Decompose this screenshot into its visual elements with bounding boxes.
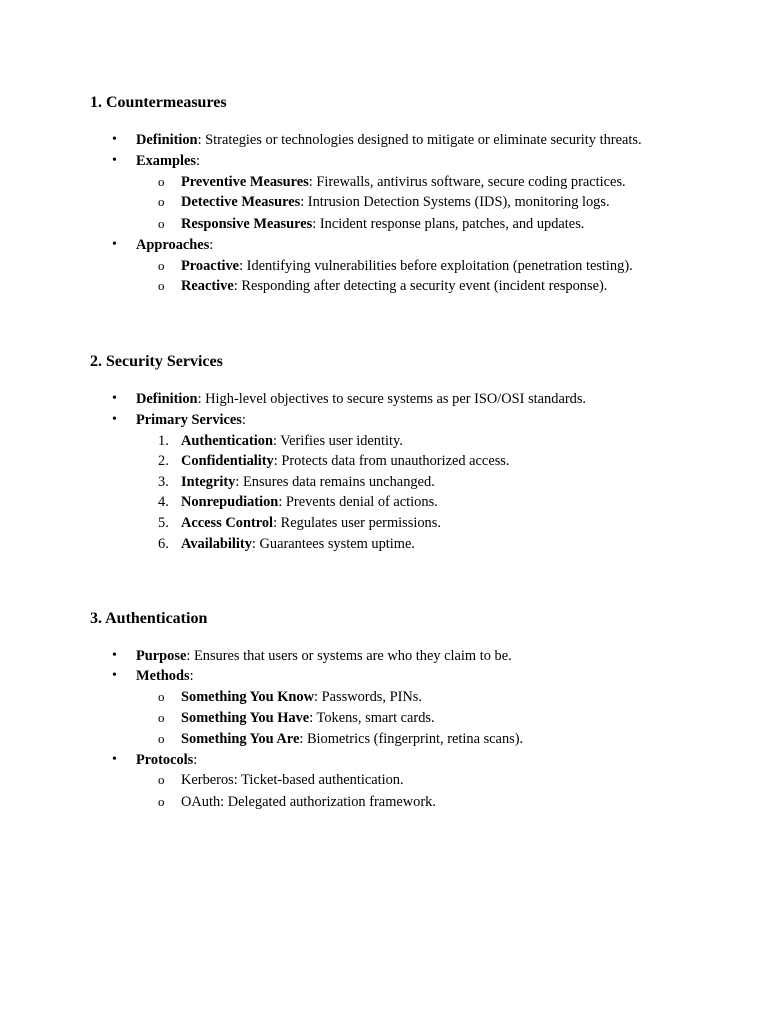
item-text: : Guarantees system uptime. [251, 536, 415, 552]
list-item [181, 792, 436, 812]
item-text: : [195, 153, 200, 169]
item-term: Definition [136, 391, 198, 407]
bullet-marker: • [112, 752, 117, 767]
item-text: : Regulates user permissions. [273, 515, 441, 531]
number-marker: 3. [158, 474, 169, 490]
list-item [136, 750, 197, 770]
item-term: Detective Measures [181, 194, 301, 210]
item-text: : [193, 752, 198, 768]
list-item [136, 410, 246, 430]
list-item [181, 534, 415, 554]
item-term: Definition [136, 132, 198, 148]
item-text: Kerberos: Ticket-based authentication. [181, 772, 404, 788]
item-term: Access Control [181, 515, 274, 531]
list-item [181, 708, 435, 728]
sub-bullet-marker: o [158, 772, 165, 787]
list-item [136, 666, 194, 686]
item-term: Purpose [136, 648, 187, 664]
list-item [181, 276, 607, 296]
sub-bullet-marker: o [158, 710, 165, 725]
list-item [181, 192, 610, 212]
list-item [181, 472, 435, 492]
bullet-marker: • [112, 391, 117, 406]
item-text: : Identifying vulnerabilities before exploitation (penetration testing). [239, 258, 633, 274]
item-text: : [241, 412, 246, 428]
item-term: Examples [136, 153, 196, 169]
item-term: Methods [136, 668, 190, 684]
item-text: : Responding after detecting a security event (incident response). [233, 278, 608, 294]
section-heading-security-services: 2. Security Services [90, 353, 223, 370]
bullet-marker: • [112, 648, 117, 663]
item-text: : Biometrics (fingerprint, retina scans). [299, 731, 524, 747]
list-item [181, 770, 404, 790]
sub-bullet-marker: o [158, 794, 165, 809]
list-item [181, 256, 633, 276]
item-term: Something You Have [181, 710, 310, 726]
item-term: Authentication [181, 433, 273, 449]
item-text: : [209, 237, 214, 253]
list-item [181, 431, 403, 451]
item-term: Approaches [136, 237, 210, 253]
item-text: : Strategies or technologies designed to mitigate or eliminate security threats. [197, 132, 642, 148]
list-item [136, 235, 213, 255]
list-item [181, 729, 523, 749]
bullet-marker: • [112, 412, 117, 427]
list-item [136, 130, 642, 150]
list-item [181, 492, 438, 512]
item-term: Something You Know [181, 689, 315, 705]
item-text: : [189, 668, 194, 684]
list-item [136, 151, 200, 171]
item-term: Nonrepudiation [181, 494, 279, 510]
list-item [181, 513, 441, 533]
item-term: Preventive Measures [181, 174, 309, 190]
list-item [181, 451, 510, 471]
item-term: Proactive [181, 258, 240, 274]
item-text: : Protects data from unauthorized access. [273, 453, 510, 469]
item-term: Something You Are [181, 731, 300, 747]
sub-bullet-marker: o [158, 258, 165, 273]
item-text: : Tokens, smart cards. [309, 710, 435, 726]
bullet-marker: • [112, 153, 117, 168]
item-term: Protocols [136, 752, 194, 768]
item-text: OAuth: Delegated authorization framework. [181, 794, 436, 810]
sub-bullet-marker: o [158, 278, 165, 293]
item-text: : Incident response plans, patches, and updates. [312, 216, 585, 232]
number-marker: 4. [158, 494, 169, 510]
item-text: : Ensures data remains unchanged. [235, 474, 435, 490]
number-marker: 2. [158, 453, 169, 469]
sub-bullet-marker: o [158, 689, 165, 704]
list-item [136, 646, 512, 666]
item-text: : Firewalls, antivirus software, secure coding practices. [308, 174, 626, 190]
item-term: Primary Services [136, 412, 242, 428]
list-item [181, 172, 626, 192]
item-term: Integrity [181, 474, 236, 490]
list-item [181, 214, 584, 234]
list-item [181, 687, 422, 707]
item-text: : Prevents denial of actions. [278, 494, 438, 510]
item-term: Reactive [181, 278, 234, 294]
bullet-marker: • [112, 668, 117, 683]
sub-bullet-marker: o [158, 731, 165, 746]
section-heading-authentication: 3. Authentication [90, 610, 208, 627]
list-item [136, 389, 586, 409]
number-marker: 6. [158, 536, 169, 552]
item-text: : Verifies user identity. [272, 433, 403, 449]
item-term: Responsive Measures [181, 216, 313, 232]
item-term: Confidentiality [181, 453, 274, 469]
item-text: : Ensures that users or systems are who they claim to be. [186, 648, 512, 664]
item-text: : High-level objectives to secure systems as per ISO/OSI standards. [197, 391, 587, 407]
item-text: : Passwords, PINs. [314, 689, 422, 705]
number-marker: 1. [158, 433, 169, 449]
sub-bullet-marker: o [158, 194, 165, 209]
item-text: : Intrusion Detection Systems (IDS), monitoring logs. [300, 194, 610, 210]
bullet-marker: • [112, 132, 117, 147]
sub-bullet-marker: o [158, 216, 165, 231]
section-heading-countermeasures: 1. Countermeasures [90, 94, 227, 111]
bullet-marker: • [112, 237, 117, 252]
sub-bullet-marker: o [158, 174, 165, 189]
number-marker: 5. [158, 515, 169, 531]
item-term: Availability [181, 536, 252, 552]
